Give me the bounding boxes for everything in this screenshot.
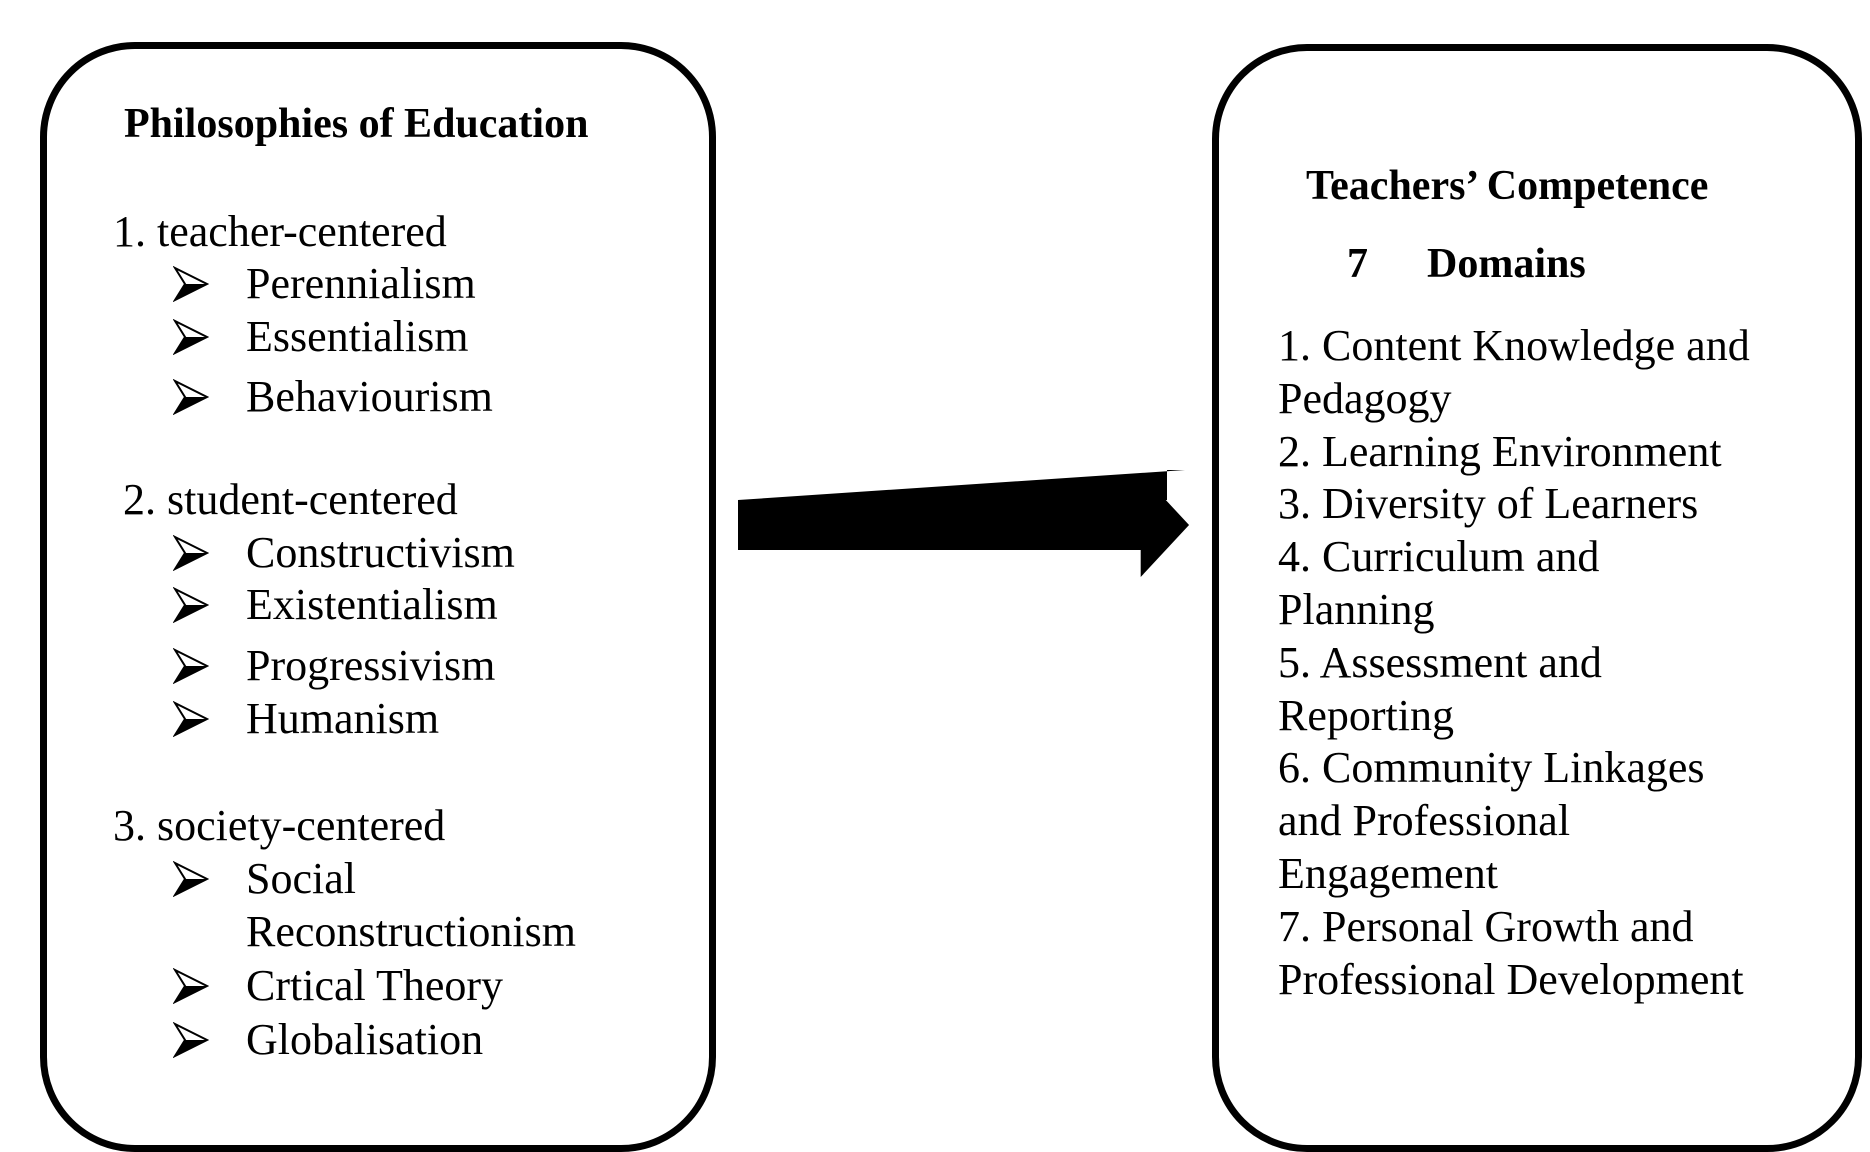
- list-item: Progressivism: [246, 641, 496, 690]
- arrowhead-bullet-icon: [173, 535, 209, 571]
- domain-line: 3. Diversity of Learners: [1278, 479, 1699, 528]
- list-item: Behaviourism: [246, 372, 493, 421]
- domain-line: 5. Assessment and: [1278, 638, 1602, 687]
- domain-line: Pedagogy: [1278, 374, 1452, 423]
- group-label-student-centered: 2. student-centered: [123, 475, 458, 524]
- domain-line: Professional Development: [1278, 955, 1744, 1004]
- group-label-society-centered: 3. society-centered: [113, 801, 446, 850]
- domain-line: 4. Curriculum and: [1278, 532, 1600, 581]
- domain-line: 7. Personal Growth and: [1278, 902, 1694, 951]
- domain-line: Reporting: [1278, 691, 1454, 740]
- arrowhead-bullet-icon: [173, 587, 209, 623]
- arrowhead-bullet-icon: [173, 648, 209, 684]
- list-item: Perennialism: [246, 259, 476, 308]
- competence-title: Teachers’ Competence: [1306, 163, 1709, 209]
- domain-line: and Professional: [1278, 796, 1571, 845]
- domain-line: Engagement: [1278, 849, 1498, 898]
- list-item: Constructivism: [246, 528, 515, 577]
- right-arrow-icon: [738, 470, 1190, 580]
- domains-count: 7: [1347, 241, 1368, 287]
- domain-line: Planning: [1278, 585, 1435, 634]
- list-item: Existentialism: [246, 580, 498, 629]
- arrowhead-bullet-icon: [173, 319, 209, 355]
- domain-line: 6. Community Linkages: [1278, 743, 1705, 792]
- domains-label: Domains: [1427, 241, 1586, 287]
- group-label-teacher-centered: 1. teacher-centered: [113, 207, 447, 256]
- arrowhead-bullet-icon: [173, 701, 209, 737]
- arrowhead-bullet-icon: [173, 1022, 209, 1058]
- domain-line: 2. Learning Environment: [1278, 427, 1722, 476]
- list-item: Globalisation: [246, 1015, 484, 1064]
- arrowhead-bullet-icon: [173, 266, 209, 302]
- arrowhead-bullet-icon: [173, 379, 209, 415]
- list-item: Crtical Theory: [246, 961, 503, 1010]
- list-item: Essentialism: [246, 312, 469, 361]
- arrowhead-bullet-icon: [173, 968, 209, 1004]
- domain-line: 1. Content Knowledge and: [1278, 321, 1750, 370]
- arrowhead-bullet-icon: [173, 861, 209, 897]
- list-item: Social: [246, 854, 356, 903]
- philosophies-title: Philosophies of Education: [124, 101, 589, 147]
- list-item: Humanism: [246, 694, 440, 743]
- list-item-continuation: Reconstructionism: [246, 907, 576, 956]
